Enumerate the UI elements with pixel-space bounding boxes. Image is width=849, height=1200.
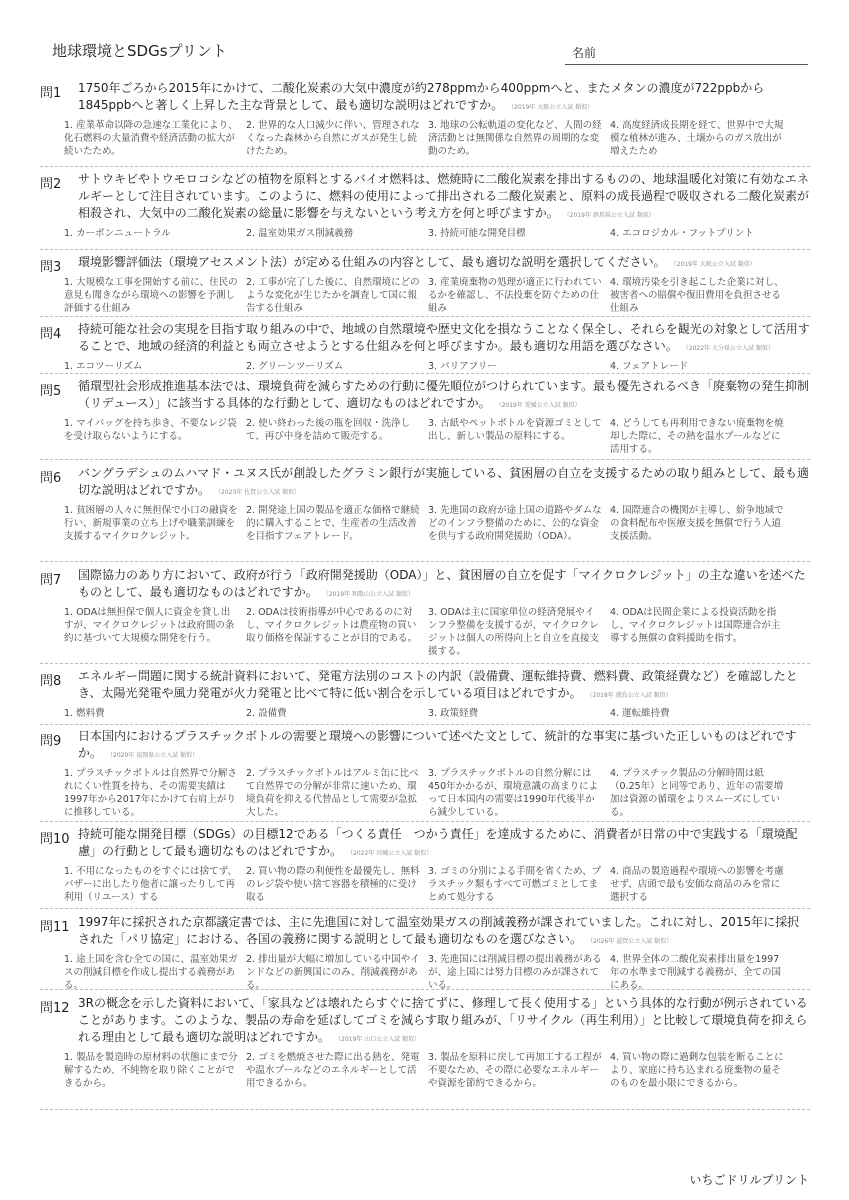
- answer-choice-3: 3. 政策経費: [428, 708, 479, 719]
- choice-row: [64, 119, 810, 158]
- answer-choice-4: 4. 買い物の際に過剰な包装を断ることにより、家庭に持ち込まれる廃棄物の量そのものを最小限にできるから。: [610, 1052, 784, 1089]
- question-block: [40, 826, 810, 909]
- question-body: 持続可能な開発目標（SDGs）の目標12である「つくる責任 つかう責任」を達成するために、消費者が日常の中で実践する「環境配慮」の行動として最も適切なものはどれですか。: [78, 827, 798, 858]
- answer-choice-2: 2. プラスチックボトルはアルミ缶に比べて自然界での分解が非常に速いため、環境負荷を抑える代替品として需要が急拡大した。: [246, 768, 419, 818]
- answer-choice-3: 3. ODAは主に国家単位の経済発展やインフラ整備を支援するが、マイクロクレジットは個人の所得向上と自立を直接支援する。: [428, 607, 600, 657]
- question-number: 問3: [40, 260, 62, 275]
- answer-choice-4: 4. ODAは民間企業による投資活動を指し、マイクロクレジットは国際連合が主導する無償の食料援助を指す。: [610, 607, 781, 644]
- answer-choice-4: 4. 運転維持費: [610, 708, 670, 719]
- question-number: 問9: [40, 734, 62, 749]
- page-title: 地球環境とSDGsプリント: [52, 42, 227, 60]
- question-number: 問2: [40, 177, 62, 192]
- question-number: 問6: [40, 471, 62, 486]
- question-block: [40, 321, 810, 374]
- answer-choice-1: 1. 産業革命以降の急速な工業化により、化石燃料の大量消費や経済活動の拡大が続いたため。: [64, 120, 238, 157]
- question-body: バングラデシュのムハマド・ユヌス氏が創設したグラミン銀行が実施している、貧困層の自立を支援するための取り組みとして、最も適切な説明はどれですか。: [78, 466, 810, 497]
- question-list: [40, 80, 810, 1110]
- question-body: 3Rの概念を示した資料において、「家具などは壊れたらすぐに捨てずに、修理して長く使用する」という具体的な行動が例示されていることがあります。このような、製品の寿命を延ばしてゴミを減らす取り組みが、「リサイクル（再生利用）」と比較して環境負荷を抑えられる理由として最も適切な説明はどれですか。: [78, 996, 808, 1044]
- answer-choice-4: 4. 商品の製造過程や環境への影響を考慮せず、店頭で最も安価な商品のみを常に選択する: [610, 866, 784, 903]
- answer-choice-4: 4. 高度経済成長期を経て、世界中で大規模な植林が進み、土壌からのガス放出が増えたため: [610, 120, 784, 157]
- question-block: [40, 668, 810, 725]
- question-text: [78, 668, 810, 704]
- question-source: （2019年 大阪公立入試 類似）: [511, 104, 594, 111]
- answer-choice-2: 2. 使い終わった後の瓶を回収・洗浄して、再び中身を詰めて販売する。: [246, 418, 410, 442]
- question-text: [78, 171, 810, 224]
- answer-choice-1: 1. 大規模な工事を開始する前に、住民の意見も聞きながら環境への影響を予測し評価する仕組み: [64, 277, 238, 314]
- choice-row: [64, 1051, 810, 1090]
- choice-row: [64, 417, 810, 456]
- answer-choice-1: 1. 途上国を含む全ての国に、温室効果ガスの削減目標を作成し提出する義務がある。: [64, 954, 238, 991]
- answer-choice-3: 3. ゴミの分別による手間を省くため、プラスチック類もすべて可燃ゴミとしてまとめて処分する: [428, 866, 602, 903]
- question-text: [78, 826, 810, 862]
- answer-choice-3: 3. 先進国には削減目標の提出義務があるが、途上国には努力目標のみが課されている。: [428, 954, 602, 991]
- question-number: 問12: [40, 1001, 70, 1016]
- question-text: [78, 567, 810, 603]
- question-number: 問10: [40, 832, 70, 847]
- answer-choice-2: 2. 排出量が大幅に増加している中国やインドなどの新興国にのみ、削減義務がある。: [246, 954, 420, 991]
- answer-choice-1: 1. ODAは無担保で個人に資金を貸し出すが、マイクロクレジットは政府間の条約に基づいて大規模な開発を行う。: [64, 607, 235, 644]
- choice-row: [64, 865, 810, 904]
- question-block: [40, 171, 810, 250]
- answer-choice-3: 3. 製品を原料に戻して再加工する工程が不要なため、その際に必要なエネルギーや資源を節約できるから。: [428, 1052, 602, 1089]
- question-text: [78, 465, 810, 501]
- question-body: 1997年に採択された京都議定書では、主に先進国に対して温室効果ガスの削減義務が課されていました。これに対し、2015年に採択された「パリ協定」における、各国の義務に関する説明として最も適切なものを選びなさい。: [78, 915, 800, 946]
- question-number: 問11: [40, 920, 70, 935]
- question-block: [40, 728, 810, 822]
- answer-choice-4: 4. エコロジカル・フットプリント: [610, 228, 754, 239]
- question-text: [78, 728, 810, 764]
- question-block: [40, 567, 810, 664]
- question-body: エネルギー問題に関する統計資料において、発電方法別のコストの内訳（設備費、運転維持費、燃料費、政策経費など）を確認したとき、太陽光発電や風力発電が火力発電と比べて特に低い割合を示している項目はどれですか。: [78, 669, 798, 700]
- question-body: サトウキビやトウモロコシなどの植物を原料とするバイオ燃料は、燃焼時に二酸化炭素を排出するものの、地球温暖化対策に有効なエネルギーとして注目されています。このように、燃料の使用によって排出される二酸化炭素と、原料の成長過程で吸収される二酸化炭素が相殺され、大気中の二酸化炭素の総量に影響を与えないという考え方を何と呼びますか。: [78, 172, 810, 220]
- answer-choice-4: 4. 世界全体の二酸化炭素排出量を1997年の水準まで削減する義務が、全ての国にある。: [610, 954, 782, 991]
- name-label: 名前: [572, 46, 597, 60]
- answer-choice-3: 3. バリアフリー: [428, 361, 497, 372]
- question-text: [78, 321, 810, 357]
- answer-choice-4: 4. 国際連合の機関が主導し、紛争地域での食料配布や医療支援を無償で行う人道支援活動。: [610, 505, 784, 542]
- answer-choice-3: 3. プラスチックボトルの自然分解には450年かかるが、環境意識の高まりによって日本国内の需要は1990年代後半から減少している。: [428, 768, 599, 818]
- question-block: [40, 378, 810, 460]
- answer-choice-1: 1. マイバッグを持ち歩き、不要なレジ袋を受け取らないようにする。: [64, 418, 237, 442]
- answer-choice-3: 3. 先進国の政府が途上国の道路やダムなどのインフラ整備のために、公的な資金を供与する政府開発援助（ODA）。: [428, 505, 602, 542]
- question-body: 循環型社会形成推進基本法では、環境負荷を減らすための行動に優先順位がつけられています。最も優先されるべき「廃棄物の発生抑制（リデュース）」に該当する具体的な行動として、適切なものはどれですか。: [78, 379, 810, 410]
- choice-row: [64, 276, 810, 315]
- question-block: [40, 254, 810, 317]
- question-body: 持続可能な社会の実現を目指す取り組みの中で、地域の自然環境や歴史文化を損なうことなく保全し、それらを観光の対象として活用することで、地域の経済的利益とも両立させようとする仕組みを何と呼びますか。最も適切な用語を選びなさい。: [78, 322, 810, 353]
- answer-choice-3: 3. 古紙やペットボトルを資源ゴミとして出し、新しい製品の原料にする。: [428, 418, 602, 442]
- question-source: （2019年 愛媛公立入試 類似）: [498, 402, 581, 409]
- question-source: （2019年 大阪公立入試 類似）: [673, 261, 756, 268]
- answer-choice-3: 3. 持続可能な開発目標: [428, 228, 526, 239]
- answer-choice-4: 4. フェアトレード: [610, 361, 689, 372]
- question-source: （2019年 山口公立入試 類似）: [338, 1036, 421, 1043]
- question-number: 問8: [40, 674, 62, 689]
- question-text: [78, 80, 810, 116]
- answer-choice-1: 1. カーボンニュートラル: [64, 228, 171, 239]
- answer-choice-2: 2. 開発途上国の製品を適正な価格で継続的に購入することで、生産者の生活改善を目指すフェアトレード。: [246, 505, 420, 542]
- question-source: （2022年 沖縄公立入試 類似）: [350, 850, 433, 857]
- answer-choice-1: 1. エコツーリズム: [64, 361, 143, 372]
- choice-row: [64, 360, 810, 373]
- question-text: [78, 914, 810, 950]
- question-source: （2019年 群馬県公立入試 類似）: [566, 212, 655, 219]
- answer-choice-2: 2. 工事が完了した後に、自然環境にどのような変化が生じたかを調査して国に報告する仕組み: [246, 277, 420, 314]
- choice-row: [64, 953, 810, 992]
- answer-choice-2: 2. ODAは技術指導が中心であるのに対し、マイクロクレジットは農産物の買い取り価格を保証することが目的である。: [246, 607, 418, 644]
- question-body: 国際協力のあり方において、政府が行う「政府開発援助（ODA）」と、貧困層の自立を促す「マイクロクレジット」の主な違いを述べたものとして、最も適切なものはどれですか。: [78, 568, 806, 599]
- question-body: 環境影響評価法（環境アセスメント法）が定める仕組みの内容として、最も適切な説明を選択してください。: [78, 255, 666, 269]
- name-field-line: [565, 64, 808, 65]
- answer-choice-1: 1. 不用になったものをすぐには捨てず、バザーに出したり他者に譲ったりして再利用（リユース）する: [64, 866, 237, 903]
- choice-row: [64, 767, 810, 819]
- question-source: （2020年 福岡県公立入試 類似）: [110, 752, 199, 759]
- question-source: （2026年 滋賀公立入試 類似）: [590, 938, 673, 945]
- question-number: 問4: [40, 327, 62, 342]
- choice-row: [64, 606, 810, 658]
- answer-choice-3: 3. 産業廃棄物の処理が適正に行われているかを確認し、不法投棄を防ぐための仕組み: [428, 277, 602, 314]
- question-source: （2023年 佐賀公立入試 類似）: [218, 489, 301, 496]
- answer-choice-4: 4. プラスチック製品の分解時間は紙（0.25年）と同等であり、近年の需要増加は資源の循環をよりスムーズにしている。: [610, 768, 784, 818]
- choice-row: [64, 504, 810, 543]
- answer-choice-2: 2. 温室効果ガス削減義務: [246, 228, 354, 239]
- choice-row: [64, 707, 810, 720]
- question-source: （2019年 和歌山公立入試 類似）: [325, 591, 414, 598]
- question-body: 1750年ごろから2015年にかけて、二酸化炭素の大気中濃度が約278ppmから400ppmへと、またメタンの濃度が722ppbから1845ppbへと著しく上昇した主な背景として、最も適切な説明はどれですか。: [78, 81, 765, 112]
- question-number: 問7: [40, 573, 62, 588]
- question-text: [78, 378, 810, 414]
- question-text: [78, 254, 810, 273]
- answer-choice-4: 4. どうしても再利用できない廃棄物を焼却した際に、その熱を温水プールなどに活用する。: [610, 418, 784, 455]
- choice-row: [64, 227, 810, 240]
- answer-choice-2: 2. 設備費: [246, 708, 287, 719]
- footer-brand: いちごドリルプリント: [689, 1173, 809, 1187]
- answer-choice-2: 2. ゴミを燃焼させた際に出る熱を、発電や温水プールなどのエネルギーとして活用できるから。: [246, 1052, 420, 1089]
- question-number: 問1: [40, 86, 62, 101]
- answer-choice-4: 4. 環境汚染を引き起こした企業に対し、被害者への賠償や復旧費用を負担させる仕組み: [610, 277, 784, 314]
- question-text: [78, 995, 810, 1048]
- answer-choice-1: 1. 製品を製造時の原材料の状態にまで分解するため、不純物を取り除くことができるから。: [64, 1052, 238, 1089]
- answer-choice-1: 1. 燃料費: [64, 708, 105, 719]
- question-number: 問5: [40, 384, 62, 399]
- answer-choice-2: 2. グリーンツーリズム: [246, 361, 344, 372]
- answer-choice-3: 3. 地球の公転軌道の変化など、人間の経済活動とは無関係な自然界の周期的な変動のため。: [428, 120, 602, 157]
- question-source: （2022年 大分県公立入試 類似）: [685, 345, 774, 352]
- question-body: 日本国内におけるプラスチックボトルの需要と環境への影響について述べた文として、統計的な事実に基づいた正しいものはどれですか。: [78, 729, 797, 760]
- answer-choice-2: 2. 世界的な人口減少に伴い、管理されなくなった森林から自然にガスが発生し続けたため。: [246, 120, 420, 157]
- question-block: [40, 995, 810, 1110]
- question-source: （2018年 徳島公立入試 類似）: [589, 692, 672, 699]
- question-block: [40, 465, 810, 562]
- answer-choice-2: 2. 買い物の際の利便性を最優先し、無料のレジ袋や使い捨て容器を積極的に受け取る: [246, 866, 420, 903]
- question-block: [40, 914, 810, 990]
- question-block: [40, 80, 810, 167]
- answer-choice-1: 1. プラスチックボトルは自然界で分解されにくい性質を持ち、その需要実績は1997年から2017年にかけて右肩上がりに推移している。: [64, 768, 237, 818]
- answer-choice-1: 1. 貧困層の人々に無担保で小口の融資を行い、新規事業の立ち上げや職業訓練を支援するマイクロクレジット。: [64, 505, 238, 542]
